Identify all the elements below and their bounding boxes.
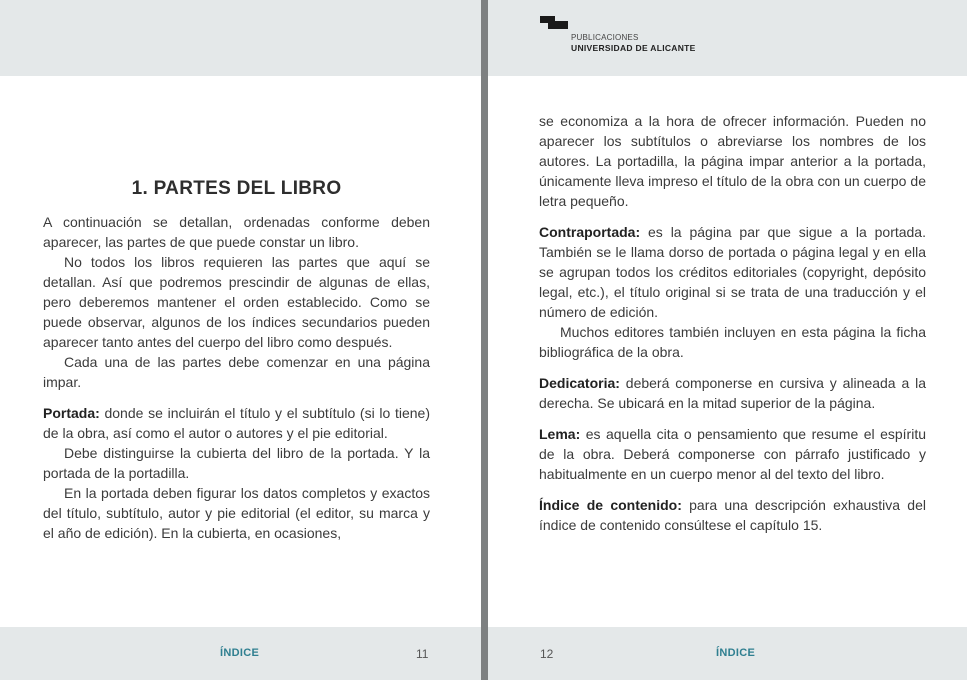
paragraph-indice (539, 495, 926, 535)
paragraph-dedicatoria (539, 373, 926, 413)
term-lema: Lema: (539, 426, 581, 442)
paragraph: No todos los libros requieren las partes que aquí se detallan. Así que podremos prescindir de algunas de ellas, pero deberemos mantener el orden establecido. Como se puede observar, algunos de los índices secundarios pueden aparecer tanto antes del cuerpo del libro como después. (43, 254, 430, 350)
definition-portada: donde se incluirán el título y el subtítulo (si lo tiene) de la obra, así como el autor o autores y el pie editorial. (43, 405, 430, 441)
left-page (0, 0, 481, 680)
header-band (488, 0, 967, 76)
page-number: 11 (416, 647, 429, 661)
paragraph-contraportada (539, 222, 926, 322)
definition-lema: es aquella cita o pensamiento que resume el espíritu de la obra. Deberá componerse con párrafo justificado y habitualmente en un cuerpo menor al del texto del libro. (539, 426, 926, 482)
definition-indice: para una descripción exhaustiva del índice de contenido consúltese el capítulo 15. (539, 497, 926, 533)
publisher-logo-icon (540, 16, 568, 29)
paragraph: Debe distinguirse la cubierta del libro de la portada. Y la portada de la portadilla. (43, 445, 430, 481)
paragraph-portada (43, 403, 430, 443)
definition-dedicatoria: deberá componerse en cursiva y alineada a la derecha. Se ubicará en la mitad superior de la página. (539, 375, 926, 411)
index-link[interactable]: ÍNDICE (220, 647, 260, 659)
index-link[interactable]: ÍNDICE (716, 647, 756, 659)
paragraph: En la portada deben figurar los datos completos y exactos del título, subtítulo, autor y pie editorial (el editor, su marca y el año de edición). En la cubierta, en ocasiones, (43, 485, 430, 541)
paragraph: se economiza a la hora de ofrecer información. Pueden no aparecer los subtítulos o abreviarse los nombres de los autores. La portadilla, la página impar anterior a la portada, únicamente lleva impreso el título de la obra con un cuerpo de letra pequeño. (539, 113, 926, 209)
paragraph: Muchos editores también incluyen en esta página la ficha bibliográfica de la obra. (539, 324, 926, 360)
right-text-column (539, 111, 926, 535)
paragraph: A continuación se detallan, ordenadas conforme deben aparecer, las partes de que puede constar un libro. (43, 214, 430, 250)
page-number: 12 (540, 647, 554, 661)
chapter-title: 1. PARTES DEL LIBRO (131, 178, 342, 199)
term-indice: Índice de contenido: (539, 497, 682, 513)
page-gutter (481, 0, 488, 680)
term-contraportada: Contraportada: (539, 224, 641, 240)
paragraph-lema (539, 424, 926, 484)
left-text-column (43, 212, 430, 543)
right-page (488, 0, 967, 680)
term-dedicatoria: Dedicatoria: (539, 375, 620, 391)
header-band (0, 0, 481, 76)
paragraph: Cada una de las partes debe comenzar en una página impar. (43, 354, 430, 390)
publisher-label: PUBLICACIONES (571, 33, 639, 42)
term-portada: Portada: (43, 405, 100, 421)
definition-contraportada: es la página par que sigue a la portada. También se le llama dorso de portada o página legal y en ella se agrupan todos los créditos editoriales (copyright, depósito legal, etc.), el título original si se trata de una traducción y el número de edición. (539, 224, 926, 320)
publisher-name: UNIVERSIDAD DE ALICANTE (571, 43, 696, 53)
